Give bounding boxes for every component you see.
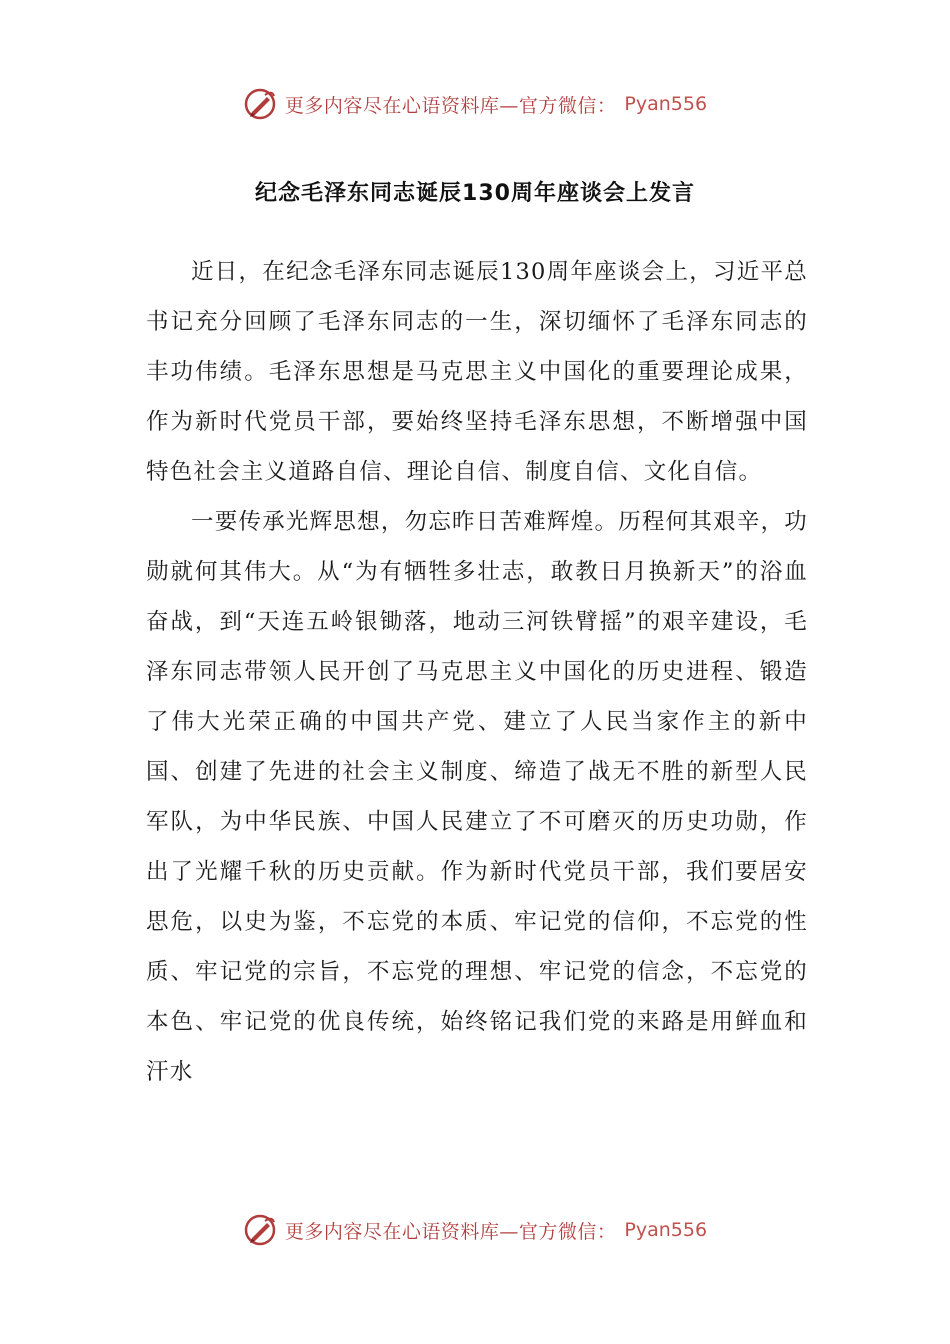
paragraph-2: 一要传承光辉思想，勿忘昨日苦难辉煌。历程何其艰辛，功勋就何其伟大。从“为有牺牲多壮志，敢教日月换新天”的浴血奋战，到“天连五岭银锄落，地动三河铁臂摇”的艰辛建设，毛泽东同志带领人民开创了马克思主义中国化的历史进程、锻造了伟大光荣正确的中国共产党、建立了人民当家作主的新中国、创建了先进的社会主义制度、缔造了战无不胜的新型人民军队，为中华民族、中国人民建立了不可磨灭的历史功勋，作出了光耀千秋的历史贡献。作为新时代党员干部，我们要居安思危，以史为鉴，不忘党的本质、牢记党的信仰，不忘党的性质、牢记党的宗旨，不忘党的理想、牢记党的信念，不忘党的本色、牢记党的优良传统，始终铭记我们党的来路是用鲜血和汗水 (146, 509, 808, 1085)
header-banner-text: 更多内容尽在心语资料库—官方微信： (284, 94, 617, 117)
paragraph-1: 近日，在纪念毛泽东同志诞辰130周年座谈会上，习近平总书记充分回顾了毛泽东同志的一生，深切缅怀了毛泽东同志的丰功伟绩。毛泽东思想是马克思主义中国化的重要理论成果，作为新时代党员干部，要始终坚持毛泽东思想，不断增强中国特色社会主义道路自信、理论自信、制度自信、文化自信。 (146, 259, 808, 485)
header-wechat-id: Pyan556 (624, 93, 708, 115)
footer-banner-inner (243, 1213, 707, 1247)
footer-banner-text: 更多内容尽在心语资料库—官方微信： (284, 1220, 617, 1243)
document-body (146, 247, 808, 1097)
footer-wechat-id: Pyan556 (624, 1219, 708, 1241)
header-banner-inner (243, 87, 707, 121)
document-title: 纪念毛泽东同志诞辰130周年座谈会上发言 (255, 181, 695, 206)
pen-logo-icon (243, 1213, 277, 1247)
footer-banner (0, 1208, 950, 1252)
pen-logo-icon (243, 87, 277, 121)
header-banner (0, 82, 950, 126)
